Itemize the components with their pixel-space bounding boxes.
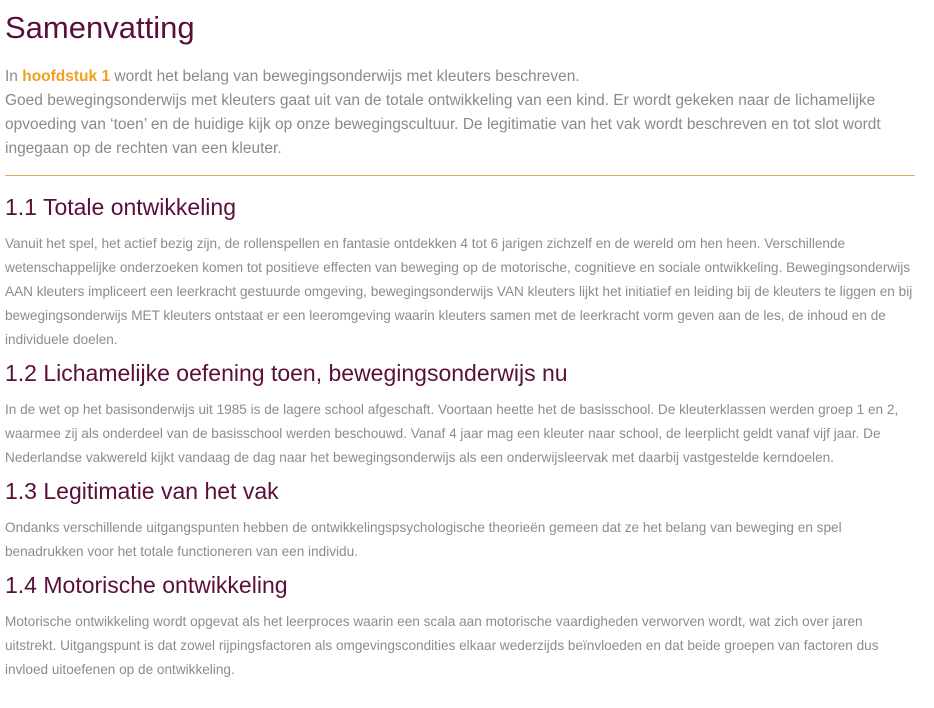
intro-suffix: wordt het belang van bewegingsonderwijs met kleuters beschreven. xyxy=(110,68,580,85)
section-text: Ondanks verschillende uitgangspunten hebben de ontwikkelingspsychologische theorieën gemeen dat ze het belang van beweging en spel benadrukken voor het totale functioneren van een individu. xyxy=(5,520,842,559)
section-heading: 1.1 Totale ontwikkeling xyxy=(5,194,236,220)
section-text: In de wet op het basisonderwijs uit 1985 is de lagere school afgeschaft. Voortaan heette het de basisschool. De kleuterklassen werden groep 1 en 2, waarmee zij als onderdeel van de basisschool werden beschouwd. Vanaf 4 jaar mag een kleuter naar school, de leerplicht geldt vanaf vijf jaar. De Nederlandse vakwereld kijkt vandaag de dag naar het bewegingsonderwijs als een onderwijsleervak met daarbij vastgestelde kerndoelen. xyxy=(5,402,899,465)
section-totale-ontwikkeling xyxy=(5,192,915,352)
chapter-link[interactable]: hoofdstuk 1 xyxy=(22,68,111,85)
section-heading: 1.2 Lichamelijke oefening toen, bewegingsonderwijs nu xyxy=(5,360,568,386)
intro-body: Goed bewegingsonderwijs met kleuters gaat uit van de totale ontwikkeling van een kind. Er wordt gekeken naar de lichamelijke opvoeding van ‘toen’ en de huidige kijk op onze bewegingscultuur. De legitimatie van het vak wordt beschreven en tot slot wordt ingegaan op de rechten van een kleuter. xyxy=(5,92,881,157)
page-title: Samenvatting xyxy=(5,10,195,45)
section-text: Motorische ontwikkeling wordt opgevat als het leerproces waarin een scala aan motorische vaardigheden verworven wordt, wat zich over jaren uitstrekt. Uitgangspunt is dat zowel rijpingsfactoren als omgevingscondities elkaar wederzijds beïnvloeden en dat beide groepen van factoren dus invloed uitoefenen op de ontwikkeling. xyxy=(5,614,879,677)
section-text: Vanuit het spel, het actief bezig zijn, de rollenspellen en fantasie ontdekken 4 tot 6 jarigen zichzelf en de wereld om hen heen. Verschillende wetenschappelijke onderzoeken komen tot positieve effecten van beweging op de motorische, cognitieve en sociale ontwikkeling. Bewegingsonderwijs AAN kleuters impliceert een leerkracht gestuurde omgeving, bewegingsonderwijs VAN kleuters lijkt het initiatief en leiding bij de kleuters te liggen en bij bewegingsonderwijs MET kleuters ontstaat er een leeromgeving waarin kleuters samen met de leerkracht vorm geven aan de les, de inhoud en de individuele doelen. xyxy=(5,236,913,347)
section-legitimatie xyxy=(5,476,915,564)
intro-prefix: In xyxy=(5,68,23,85)
section-heading: 1.4 Motorische ontwikkeling xyxy=(5,572,288,598)
section-motorische-ontwikkeling xyxy=(5,570,915,682)
section-heading: 1.3 Legitimatie van het vak xyxy=(5,478,279,504)
section-divider xyxy=(5,175,915,176)
section-lichamelijke-oefening xyxy=(5,358,915,470)
intro-paragraph xyxy=(5,65,915,161)
